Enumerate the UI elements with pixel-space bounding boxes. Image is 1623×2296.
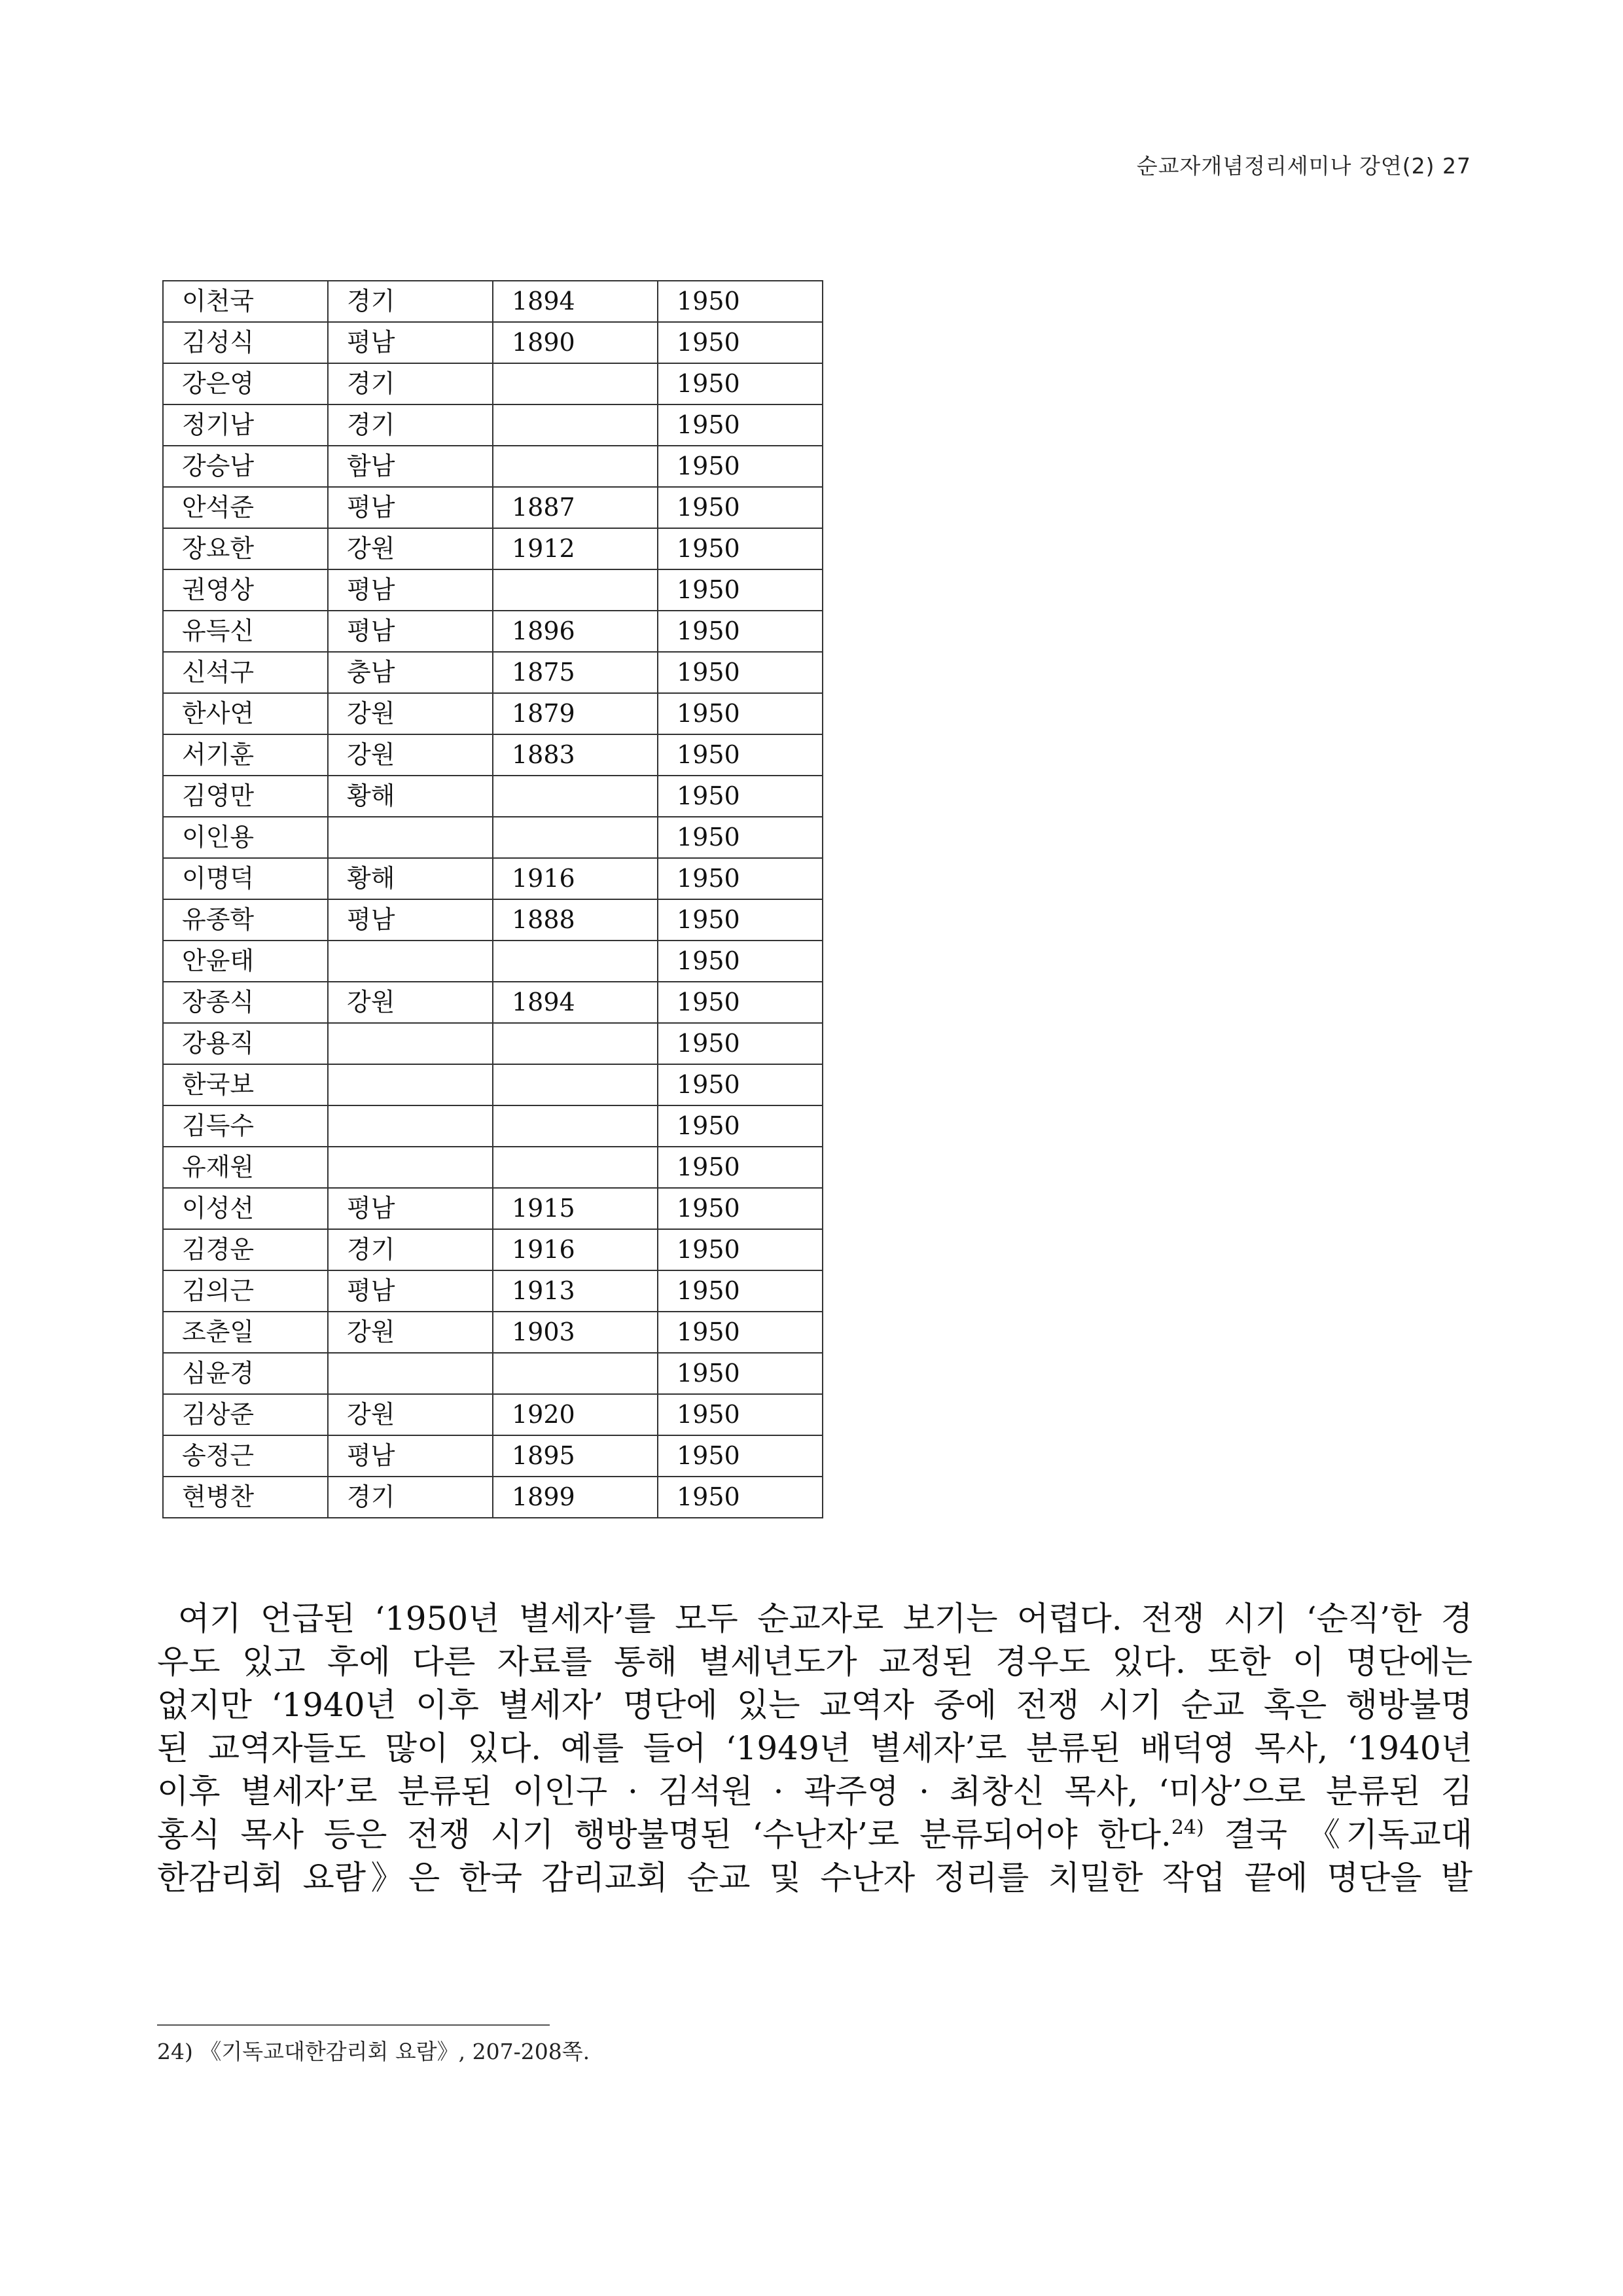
- birth-year-cell: 1883: [493, 734, 658, 776]
- table-row: [163, 569, 823, 611]
- birth-year-cell: 1888: [493, 899, 658, 941]
- table-row: [163, 1105, 823, 1147]
- name-cell: 현병찬: [163, 1477, 328, 1518]
- death-year-cell: 1950: [658, 1147, 823, 1188]
- region-cell: 평남: [328, 1435, 493, 1477]
- table-row: [163, 941, 823, 982]
- region-cell: 평남: [328, 1188, 493, 1229]
- birth-year-cell: [493, 776, 658, 817]
- birth-year-cell: [493, 1064, 658, 1105]
- region-cell: [328, 817, 493, 858]
- table-row: [163, 1435, 823, 1477]
- death-year-cell: 1950: [658, 528, 823, 569]
- death-year-cell: 1950: [658, 611, 823, 652]
- birth-year-cell: [493, 1147, 658, 1188]
- region-cell: 평남: [328, 1270, 493, 1312]
- name-cell: 강승남: [163, 446, 328, 487]
- region-cell: 함남: [328, 446, 493, 487]
- death-year-cell: 1950: [658, 1229, 823, 1270]
- death-year-cell: 1950: [658, 652, 823, 693]
- name-cell: 안윤태: [163, 941, 328, 982]
- death-year-cell: 1950: [658, 363, 823, 404]
- birth-year-cell: [493, 1023, 658, 1064]
- name-cell: 안석준: [163, 487, 328, 528]
- table-row: [163, 817, 823, 858]
- table-row: [163, 734, 823, 776]
- table-row: [163, 1147, 823, 1188]
- table-row: [163, 446, 823, 487]
- table-row: [163, 1312, 823, 1353]
- table-row: [163, 1353, 823, 1394]
- roster-table-body: [163, 281, 823, 1518]
- region-cell: 강원: [328, 1394, 493, 1435]
- name-cell: 유재원: [163, 1147, 328, 1188]
- region-cell: 평남: [328, 322, 493, 363]
- death-year-cell: 1950: [658, 1477, 823, 1518]
- region-cell: [328, 941, 493, 982]
- body-line: 이후 별세자’로 분류된 이인구 · 김석원 · 곽주영 · 최창신 목사, ‘미상’으로 분류된 김: [157, 1772, 1472, 1810]
- death-year-cell: 1950: [658, 1105, 823, 1147]
- death-year-cell: 1950: [658, 487, 823, 528]
- name-cell: 한사연: [163, 693, 328, 734]
- body-line: 한감리회 요람》은 한국 감리교회 순교 및 수난자 정리를 치밀한 작업 끝에 명단을 발: [157, 1859, 1472, 1897]
- table-row: [163, 899, 823, 941]
- birth-year-cell: [493, 363, 658, 404]
- death-year-cell: 1950: [658, 1353, 823, 1394]
- region-cell: 평남: [328, 899, 493, 941]
- footnote-reference[interactable]: 24): [1171, 1816, 1204, 1839]
- region-cell: [328, 1064, 493, 1105]
- region-cell: [328, 1147, 493, 1188]
- birth-year-cell: [493, 817, 658, 858]
- body-line: [157, 1813, 1472, 1856]
- name-cell: 김득수: [163, 1105, 328, 1147]
- region-cell: 황해: [328, 776, 493, 817]
- region-cell: 강원: [328, 982, 493, 1023]
- name-cell: 이성선: [163, 1188, 328, 1229]
- birth-year-cell: 1875: [493, 652, 658, 693]
- death-year-cell: 1950: [658, 693, 823, 734]
- table-row: [163, 487, 823, 528]
- body-line-tail: 결국 《기독교대: [1204, 1816, 1472, 1854]
- region-cell: 강원: [328, 734, 493, 776]
- table-row: [163, 1064, 823, 1105]
- region-cell: 강원: [328, 1312, 493, 1353]
- birth-year-cell: 1920: [493, 1394, 658, 1435]
- birth-year-cell: 1894: [493, 281, 658, 322]
- death-year-cell: 1950: [658, 1270, 823, 1312]
- running-header: 순교자개념정리세미나 강연(2) 27: [1136, 153, 1471, 179]
- name-cell: 권영상: [163, 569, 328, 611]
- table-row: [163, 693, 823, 734]
- birth-year-cell: [493, 941, 658, 982]
- name-cell: 김성식: [163, 322, 328, 363]
- name-cell: 김상준: [163, 1394, 328, 1435]
- body-line: 없지만 ‘1940년 이후 별세자’ 명단에 있는 교역자 중에 전쟁 시기 순교 혹은 행방불명: [157, 1686, 1472, 1724]
- name-cell: 이명덕: [163, 858, 328, 899]
- region-cell: 경기: [328, 363, 493, 404]
- region-cell: 평남: [328, 611, 493, 652]
- table-row: [163, 281, 823, 322]
- name-cell: 한국보: [163, 1064, 328, 1105]
- birth-year-cell: 1896: [493, 611, 658, 652]
- region-cell: 강원: [328, 693, 493, 734]
- region-cell: [328, 1105, 493, 1147]
- body-paragraph: [157, 1597, 1472, 1899]
- death-year-cell: 1950: [658, 1188, 823, 1229]
- birth-year-cell: 1890: [493, 322, 658, 363]
- name-cell: 이인용: [163, 817, 328, 858]
- table-row: [163, 363, 823, 404]
- table-row: [163, 1477, 823, 1518]
- table-row: [163, 528, 823, 569]
- birth-year-cell: 1912: [493, 528, 658, 569]
- region-cell: 평남: [328, 487, 493, 528]
- table-row: [163, 982, 823, 1023]
- birth-year-cell: [493, 1105, 658, 1147]
- name-cell: 강은영: [163, 363, 328, 404]
- death-year-cell: 1950: [658, 281, 823, 322]
- table-row: [163, 1229, 823, 1270]
- name-cell: 유종학: [163, 899, 328, 941]
- table-row: [163, 1394, 823, 1435]
- birth-year-cell: 1916: [493, 1229, 658, 1270]
- birth-year-cell: [493, 404, 658, 446]
- death-year-cell: 1950: [658, 982, 823, 1023]
- death-year-cell: 1950: [658, 322, 823, 363]
- region-cell: 경기: [328, 404, 493, 446]
- region-cell: 황해: [328, 858, 493, 899]
- death-year-cell: 1950: [658, 1064, 823, 1105]
- birth-year-cell: 1903: [493, 1312, 658, 1353]
- region-cell: 경기: [328, 1229, 493, 1270]
- region-cell: 강원: [328, 528, 493, 569]
- death-year-cell: 1950: [658, 941, 823, 982]
- name-cell: 장종식: [163, 982, 328, 1023]
- name-cell: 김영만: [163, 776, 328, 817]
- table-row: [163, 1023, 823, 1064]
- table-row: [163, 404, 823, 446]
- name-cell: 서기훈: [163, 734, 328, 776]
- death-year-cell: 1950: [658, 404, 823, 446]
- death-year-cell: 1950: [658, 899, 823, 941]
- region-cell: 평남: [328, 569, 493, 611]
- region-cell: [328, 1353, 493, 1394]
- birth-year-cell: 1913: [493, 1270, 658, 1312]
- footnote-divider: [157, 2024, 550, 2026]
- name-cell: 장요한: [163, 528, 328, 569]
- birth-year-cell: [493, 1353, 658, 1394]
- table-row: [163, 1188, 823, 1229]
- death-year-cell: 1950: [658, 1312, 823, 1353]
- birth-year-cell: 1887: [493, 487, 658, 528]
- name-cell: 조춘일: [163, 1312, 328, 1353]
- table-row: [163, 776, 823, 817]
- death-year-cell: 1950: [658, 1394, 823, 1435]
- table-row: [163, 322, 823, 363]
- birth-year-cell: [493, 446, 658, 487]
- death-year-cell: 1950: [658, 1023, 823, 1064]
- body-line-text: 홍식 목사 등은 전쟁 시기 행방불명된 ‘수난자’로 분류되어야 한다.: [157, 1816, 1171, 1854]
- table-row: [163, 1270, 823, 1312]
- death-year-cell: 1950: [658, 858, 823, 899]
- death-year-cell: 1950: [658, 817, 823, 858]
- name-cell: 김경운: [163, 1229, 328, 1270]
- death-year-cell: 1950: [658, 446, 823, 487]
- region-cell: 경기: [328, 281, 493, 322]
- birth-year-cell: 1916: [493, 858, 658, 899]
- birth-year-cell: 1915: [493, 1188, 658, 1229]
- name-cell: 강용직: [163, 1023, 328, 1064]
- birth-year-cell: 1879: [493, 693, 658, 734]
- death-year-cell: 1950: [658, 1435, 823, 1477]
- body-line: 우도 있고 후에 다른 자료를 통해 별세년도가 교정된 경우도 있다. 또한 이 명단에는: [157, 1643, 1472, 1681]
- death-year-cell: 1950: [658, 569, 823, 611]
- birth-year-cell: 1894: [493, 982, 658, 1023]
- region-cell: 경기: [328, 1477, 493, 1518]
- body-line: 여기 언급된 ‘1950년 별세자’를 모두 순교자로 보기는 어렵다. 전쟁 시기 ‘순직’한 경: [178, 1600, 1472, 1638]
- name-cell: 송정근: [163, 1435, 328, 1477]
- name-cell: 심윤경: [163, 1353, 328, 1394]
- death-year-cell: 1950: [658, 734, 823, 776]
- table-row: [163, 611, 823, 652]
- birth-year-cell: 1899: [493, 1477, 658, 1518]
- body-line: 된 교역자들도 많이 있다. 예를 들어 ‘1949년 별세자’로 분류된 배덕영 목사, ‘1940년: [157, 1729, 1472, 1767]
- birth-year-cell: 1895: [493, 1435, 658, 1477]
- roster-table: [162, 280, 823, 1518]
- birth-year-cell: [493, 569, 658, 611]
- table-row: [163, 858, 823, 899]
- table-row: [163, 652, 823, 693]
- name-cell: 정기남: [163, 404, 328, 446]
- name-cell: 유득신: [163, 611, 328, 652]
- name-cell: 신석구: [163, 652, 328, 693]
- name-cell: 김의근: [163, 1270, 328, 1312]
- region-cell: [328, 1023, 493, 1064]
- death-year-cell: 1950: [658, 776, 823, 817]
- name-cell: 이천국: [163, 281, 328, 322]
- region-cell: 충남: [328, 652, 493, 693]
- footnote: 24) 《기독교대한감리회 요람》, 207-208쪽.: [157, 2039, 590, 2064]
